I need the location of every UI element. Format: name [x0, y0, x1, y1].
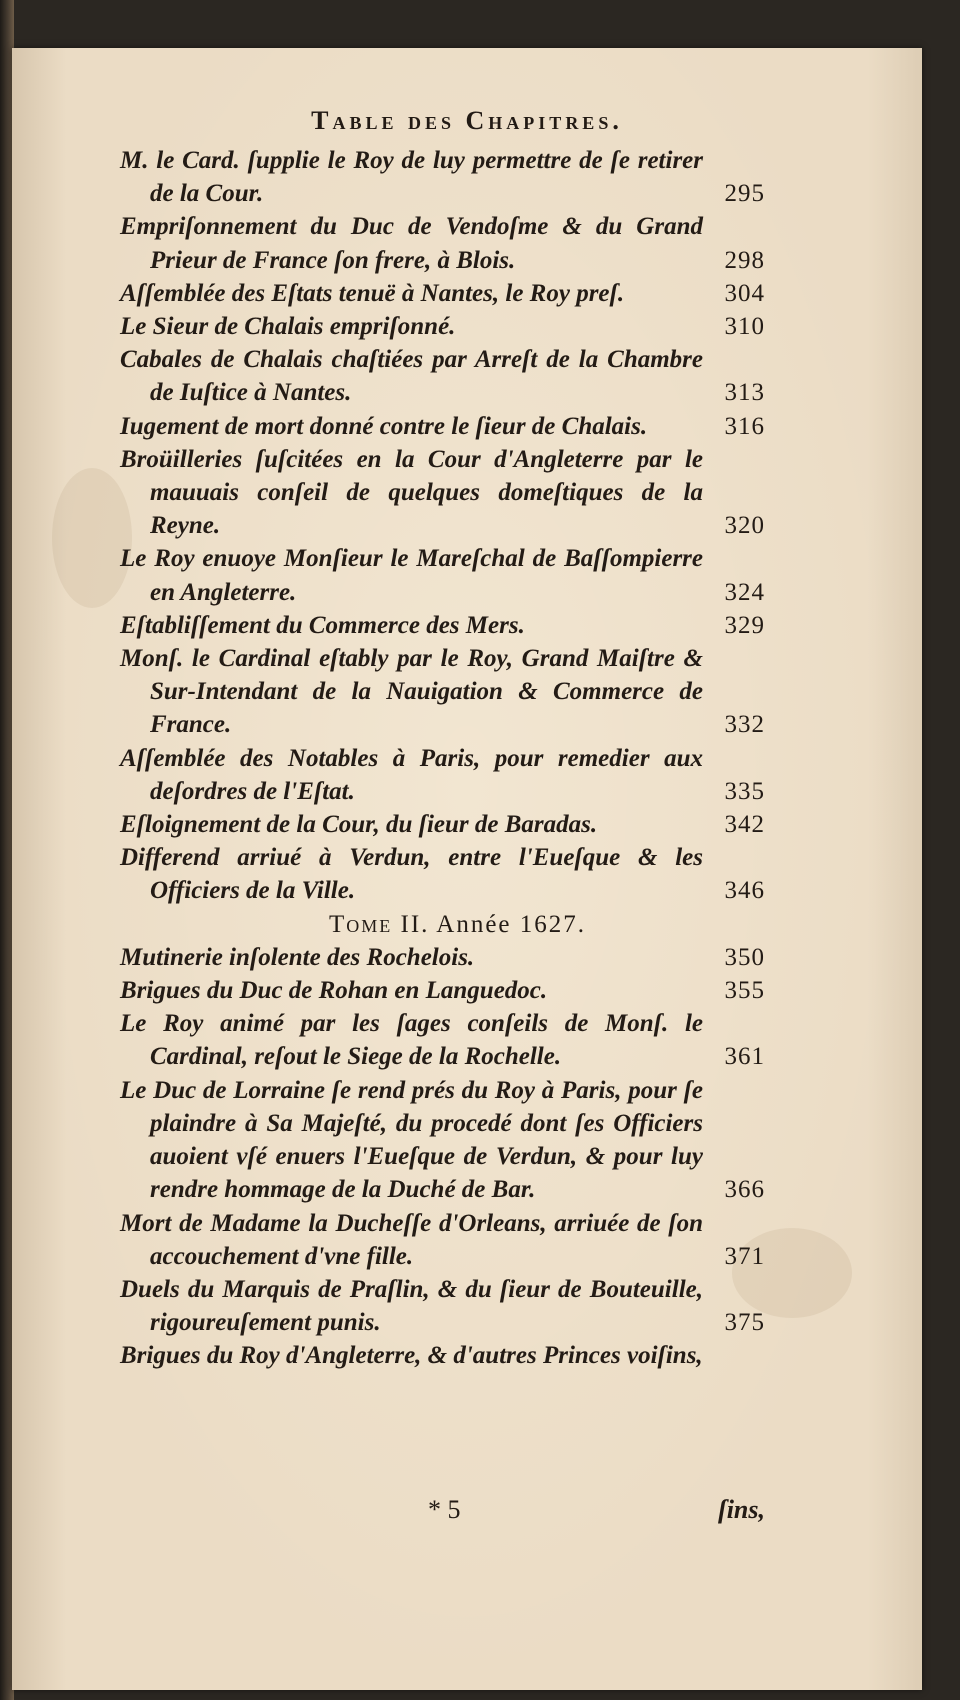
toc-entry-page: 304 [724, 279, 765, 307]
toc-entry [120, 609, 765, 642]
toc-entry [120, 1273, 765, 1339]
toc-entry-page: 320 [724, 512, 765, 540]
toc-entry-text: Cabales de Chalais chaſtiées par Arreſt de la Chambre de Iuſtice à Nantes. [120, 346, 703, 407]
toc-entry-text: Mutinerie inſolente des Rochelois. [120, 943, 475, 971]
toc-entry-page: 366 [724, 1176, 765, 1204]
toc-entry-text: Duels du Marquis de Praſlin, & du ſieur de Bouteuille, rigoureuſement punis. [120, 1275, 703, 1337]
toc-entry [120, 410, 765, 443]
toc-list-after [120, 941, 765, 1373]
tome-heading [120, 908, 765, 941]
toc-list-before [120, 144, 765, 908]
toc-entry-text: Empriſonnement du Duc de Vendoſme & du Grand Prieur de France ſon frere, à Blois. [120, 213, 703, 274]
toc-entry-page: 324 [724, 578, 765, 606]
toc-entry [120, 1007, 765, 1073]
toc-entry-text: Brigues du Duc de Rohan en Languedoc. [120, 977, 548, 1005]
toc-entry-text: Differend arriué à Verdun, entre l'Eueſque & les Officiers de la Ville. [120, 844, 703, 905]
toc-entry [120, 1074, 765, 1207]
toc-entry-text: Mort de Madame la Ducheſſe d'Orleans, arriuée de ſon accouchement d'vne fille. [120, 1209, 703, 1270]
toc-entry-page: 375 [724, 1309, 765, 1337]
toc-entry-text: Le Roy enuoye Monſieur le Mareſchal de Baſſompierre en Angleterre. [120, 545, 703, 606]
page-footer [120, 1495, 765, 1529]
book-page [12, 48, 922, 1690]
toc-entry-page: 335 [724, 777, 765, 805]
toc-entry [120, 1339, 765, 1372]
toc-entry-page: 298 [724, 246, 765, 274]
toc-entry [120, 642, 765, 742]
toc-entry-page: 295 [724, 180, 765, 208]
toc-entry [120, 310, 765, 343]
toc-entry-page: 355 [724, 977, 765, 1005]
toc-entry [120, 277, 765, 310]
toc-entry-text: Iugement de mort donné contre le ſieur de Chalais. [120, 412, 648, 440]
catchword: ſins, [718, 1495, 765, 1524]
running-header: Table des Chapitres. [311, 106, 623, 135]
toc-entry [120, 974, 765, 1007]
toc-entry-text: Le Duc de Lorraine ſe rend prés du Roy à Paris, pour ſe plaindre à Sa Majeſté, du procedé dont ſes Officiers auoient vſé enuers l'Eueſque de Verdun, & pour luy rendre hommage de la Duché de Bar. [120, 1076, 703, 1204]
toc-entry [120, 742, 765, 808]
toc-entry-text: Broüilleries ſuſcitées en la Cour d'Angleterre par le mauuais conſeil de quelques domeſtiques de la Reyne. [120, 445, 703, 540]
toc-entry-text: Aſſemblée des Notables à Paris, pour remedier aux deſordres de l'Eſtat. [120, 744, 703, 805]
toc-entry-text: Monſ. le Cardinal eſtably par le Roy, Grand Maiſtre & Sur-Intendant de la Nauigation & Commerce de France. [120, 645, 703, 739]
toc-entry-text: Brigues du Roy d'Angleterre, & d'autres Princes voiſins, [120, 1342, 703, 1370]
toc-entry-page: 310 [724, 313, 765, 341]
table-of-contents [120, 144, 765, 1373]
toc-entry [120, 210, 765, 276]
tome-label: Tome II. [328, 910, 430, 938]
toc-entry-page: 332 [724, 711, 765, 739]
toc-entry-text: Eſloignement de la Cour, du ſieur de Baradas. [120, 811, 598, 839]
toc-entry [120, 343, 765, 409]
toc-entry-text: Eſtabliſſement du Commerce des Mers. [120, 611, 525, 639]
toc-entry-page: 371 [724, 1242, 765, 1270]
toc-entry [120, 941, 765, 974]
toc-entry-page: 361 [724, 1043, 765, 1071]
tome-year: Année 1627. [436, 910, 587, 938]
toc-entry-page: 350 [724, 943, 765, 971]
toc-entry [120, 808, 765, 841]
toc-entry-page: 346 [724, 877, 765, 905]
toc-entry-text: Le Roy animé par les ſages conſeils de Monſ. le Cardinal, reſout le Siege de la Rochelle. [120, 1010, 703, 1071]
toc-entry [120, 542, 765, 608]
toc-entry-page: 329 [724, 611, 765, 639]
toc-entry [120, 1207, 765, 1273]
toc-entry-text: M. le Card. ſupplie le Roy de luy permettre de ſe retirer de la Cour. [120, 147, 703, 208]
toc-entry-text: Aſſemblée des Eſtats tenuë à Nantes, le Roy preſ. [120, 279, 625, 307]
toc-entry [120, 841, 765, 907]
toc-entry-page: 313 [724, 379, 765, 407]
toc-entry-page: 342 [724, 811, 765, 839]
toc-entry [120, 443, 765, 543]
toc-entry-page: 316 [724, 412, 765, 440]
signature-mark: * 5 [428, 1495, 461, 1524]
toc-entry [120, 144, 765, 210]
toc-entry-text: Le Sieur de Chalais empriſonné. [120, 313, 456, 341]
